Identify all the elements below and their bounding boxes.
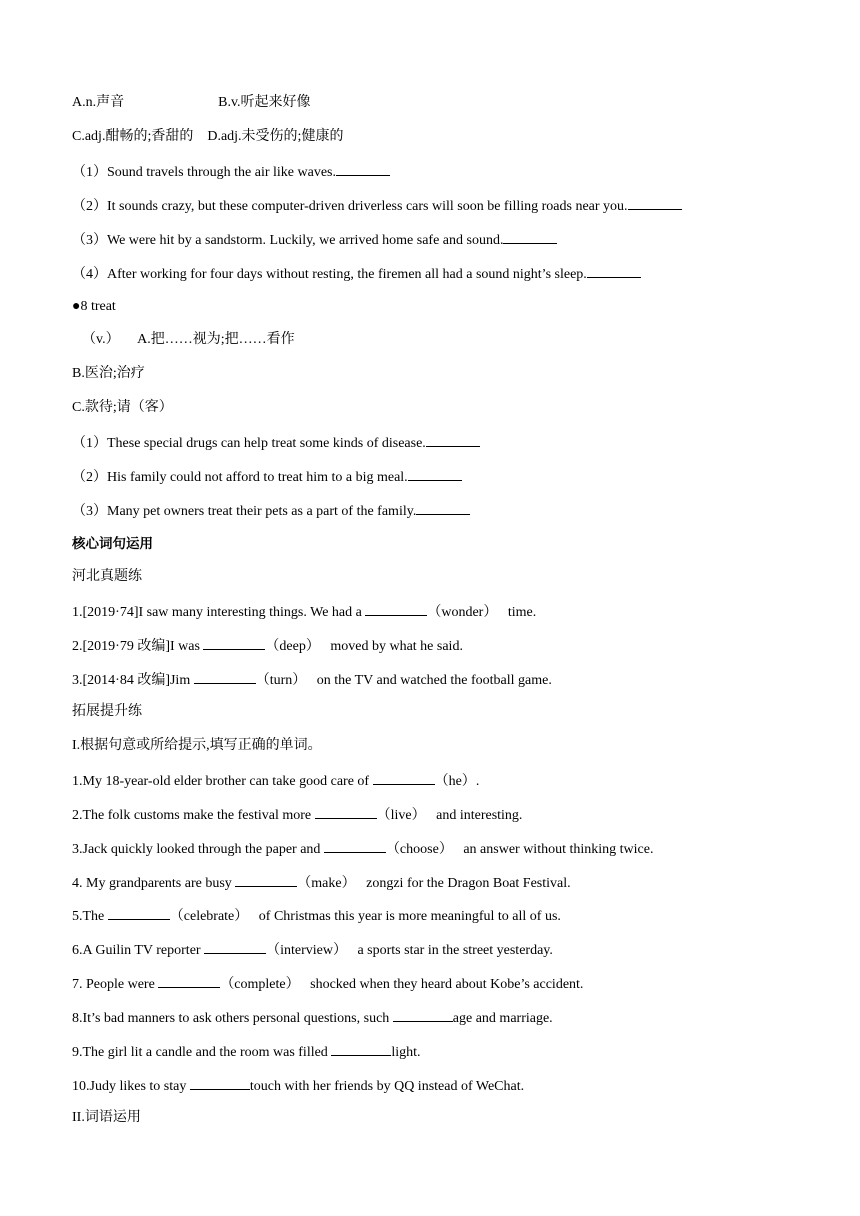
part1-item-7: 7. People were （complete） shocked when they heard about Kobe’s accident. [72, 973, 583, 995]
part1-item-6: 6.A Guilin TV reporter （interview） a sports star in the street yesterday. [72, 939, 553, 961]
answer-blank [336, 161, 390, 176]
treat-pos-row [82, 330, 295, 350]
answer-blank [408, 466, 462, 481]
hebei-item-3: 3.[2014·84 改编]Jim （turn） on the TV and watched the football game. [72, 669, 552, 691]
part1-item-8: 8.It’s bad manners to ask others personal questions, such age and marriage. [72, 1007, 553, 1029]
treat-option-a: A.把……视为;把……看作 [137, 332, 295, 347]
part1-item-1: 1.My 18-year-old elder brother can take good care of （he）. [72, 770, 479, 792]
answer-blank [503, 229, 557, 244]
sound-option-d: D.adj.未受伤的;健康的 [207, 129, 344, 144]
sound-sentence-4: （4）After working for four days without resting, the firemen all had a sound night’s sleep. [72, 263, 641, 285]
answer-blank [203, 635, 265, 650]
answer-blank [373, 770, 435, 785]
answer-blank [190, 1075, 250, 1090]
hebei-item-1: 1.[2019·74]I saw many interesting things. We had a （wonder） time. [72, 601, 536, 623]
answer-blank [194, 669, 256, 684]
treat-heading: ●8 treat [72, 299, 116, 314]
answer-blank [628, 195, 682, 210]
sound-option-b: B.v.听起来好像 [218, 95, 311, 110]
answer-blank [204, 939, 266, 954]
hebei-item-2: 2.[2019·79 改编]I was （deep） moved by what he said. [72, 635, 463, 657]
part1-item-5: 5.The （celebrate） of Christmas this year is more meaningful to all of us. [72, 905, 561, 927]
treat-sentence-2: （2）His family could not afford to treat him to a big meal. [72, 466, 462, 488]
part1-item-9: 9.The girl lit a candle and the room was filled light. [72, 1041, 420, 1063]
answer-blank [393, 1007, 453, 1022]
answer-blank [365, 601, 427, 616]
part1-item-10: 10.Judy likes to stay touch with her friends by QQ instead of WeChat. [72, 1075, 524, 1097]
sound-options-row-2 [72, 127, 343, 147]
sound-option-a: A.n.声音 [72, 95, 125, 110]
core-heading: 核心词句运用 [72, 536, 153, 552]
part2-heading: II.词语运用 [72, 1110, 141, 1125]
answer-blank [235, 872, 297, 887]
sound-option-c: C.adj.酣畅的;香甜的 [72, 129, 194, 144]
answer-blank [416, 500, 470, 515]
treat-sentence-3: （3）Many pet owners treat their pets as a part of the family. [72, 500, 470, 522]
answer-blank [108, 905, 170, 920]
part1-item-3: 3.Jack quickly looked through the paper and （choose） an answer without thinking twice. [72, 838, 653, 860]
sound-options-row-1 [72, 93, 311, 113]
treat-option-c: C.款待;请（客） [72, 400, 173, 415]
answer-blank [158, 973, 220, 988]
hebei-heading: 河北真题练 [72, 569, 142, 584]
answer-blank [331, 1041, 391, 1056]
treat-sentence-1: （1）These special drugs can help treat some kinds of disease. [72, 432, 480, 454]
sound-sentence-3: （3）We were hit by a sandstorm. Luckily, we arrived home safe and sound. [72, 229, 557, 251]
answer-blank [426, 432, 480, 447]
sound-sentence-2: （2）It sounds crazy, but these computer-driven driverless cars will soon be filling roads near you. [72, 195, 682, 217]
sound-sentence-1: （1）Sound travels through the air like waves. [72, 161, 390, 183]
answer-blank [587, 263, 641, 278]
treat-pos: （v.） [82, 332, 120, 347]
part1-heading: I.根据句意或所给提示,填写正确的单词。 [72, 738, 322, 753]
extend-heading: 拓展提升练 [72, 704, 142, 719]
part1-item-2: 2.The folk customs make the festival more （live） and interesting. [72, 804, 522, 826]
answer-blank [315, 804, 377, 819]
treat-option-b: B.医治;治疗 [72, 366, 145, 381]
answer-blank [324, 838, 386, 853]
part1-item-4: 4. My grandparents are busy （make） zongzi for the Dragon Boat Festival. [72, 872, 571, 894]
